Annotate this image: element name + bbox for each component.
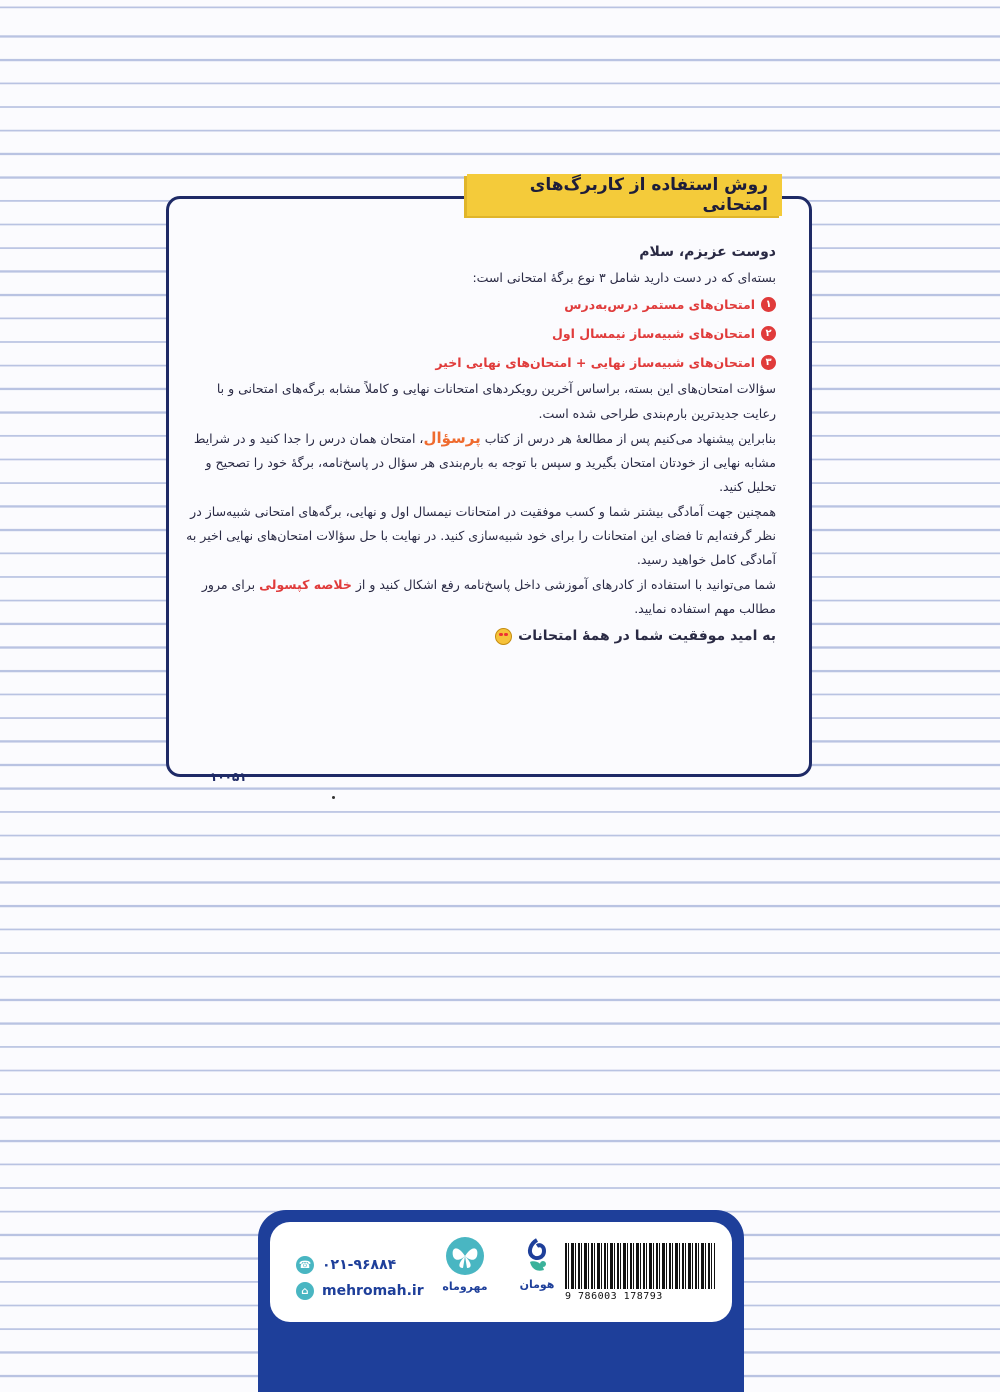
ink-dot <box>332 796 335 799</box>
closing-text: به امید موفقیت شما در همهٔ امتحانات <box>518 628 776 645</box>
mehromah-butterfly-icon <box>432 1236 498 1280</box>
paragraph-1: سؤالات امتحان‌های این بسته، براساس آخرین رویکردهای امتحانات نهایی و کاملاً مشابه برگه‌های امتحانی و با رعایت جدیدترین بارم‌بندی طراحی شده است. <box>216 381 776 421</box>
paragraph-4-end: برای مرور مطالب مهم استفاده نمایید. <box>201 576 776 616</box>
paragraph-2 <box>186 426 776 500</box>
houman-logo-icon <box>524 1238 550 1278</box>
item-text: امتحان‌های شبیه‌ساز نیمسال اول <box>552 326 755 342</box>
item-text: امتحان‌های مستمر درس‌به‌درس <box>564 297 755 313</box>
publisher-2-name: مهروماه <box>442 1280 488 1293</box>
heart-eyes-emoji-icon <box>495 628 512 645</box>
list-item <box>186 290 776 319</box>
item-text: امتحان‌های شبیه‌ساز نهایی + امتحان‌های نهایی اخیر <box>435 355 755 371</box>
phone-number: ۰۲۱-۹۶۸۸۴ <box>322 1257 397 1273</box>
paragraph-4-start: شما می‌توانید با استفاده از کادرهای آموزشی داخل پاسخ‌نامه رفع اشکال کنید و از <box>351 576 776 592</box>
paragraph-3: همچنین جهت آمادگی بیشتر شما و کسب موفقیت در امتحانات نیمسال اول و نهایی، برگه‌های امتحانی شبیه‌ساز در نظر گرفته‌ایم تا فضای این امتحانات را برای خود شبیه‌سازی کنید. در نهایت با حل سؤالات امتحان‌های نهایی اخیر به آمادگی کامل خواهید رسید. <box>186 503 776 568</box>
item-number-badge: ۳ <box>761 355 776 370</box>
brand-name: پرسؤال <box>423 428 481 447</box>
paragraph-4 <box>186 573 776 622</box>
content-body <box>186 238 776 651</box>
barcode-block <box>565 1243 725 1301</box>
publisher-logo-1 <box>512 1238 562 1308</box>
phone-icon: ☎ <box>296 1256 314 1274</box>
closing-line <box>186 621 776 651</box>
website-row <box>296 1278 424 1304</box>
greeting: دوست عزیزم، سلام <box>639 244 776 260</box>
publisher-1-name: هومان <box>519 1278 555 1291</box>
title-banner <box>467 174 782 216</box>
contact-info <box>296 1252 424 1304</box>
page-number: ۱۰۰۵۱ <box>210 770 247 784</box>
publisher-logo-2 <box>432 1236 498 1310</box>
capsule-summary-highlight: خلاصه کپسولی <box>259 576 352 592</box>
website: mehromah.ir <box>322 1283 424 1299</box>
list-item <box>186 348 776 377</box>
item-number-badge: ۱ <box>761 297 776 312</box>
barcode-image <box>565 1243 715 1289</box>
intro-text: بسته‌ای که در دست دارید شامل ۳ نوع برگهٔ امتحانی است: <box>472 270 776 285</box>
paragraph-2-start: بنابراین پیشنهاد می‌کنیم پس از مطالعهٔ هر درس از کتاب <box>480 430 776 446</box>
barcode-number: 9 786003 178793 <box>565 1291 663 1302</box>
home-icon: ⌂ <box>296 1282 314 1300</box>
list-item <box>186 319 776 348</box>
item-number-badge: ۲ <box>761 326 776 341</box>
page-title: روش استفاده از کاربرگ‌های امتحانی <box>529 175 768 215</box>
phone-row <box>296 1252 424 1278</box>
paragraph-2-end: ، امتحان همان درس را جدا کنید و در شرایط مشابه نهایی از خودتان امتحان بگیرید و سپس با توجه به بارم‌بندی هر سؤال در پاسخ‌نامه، برگهٔ خود را تصحیح و تحلیل کنید. <box>193 430 776 495</box>
